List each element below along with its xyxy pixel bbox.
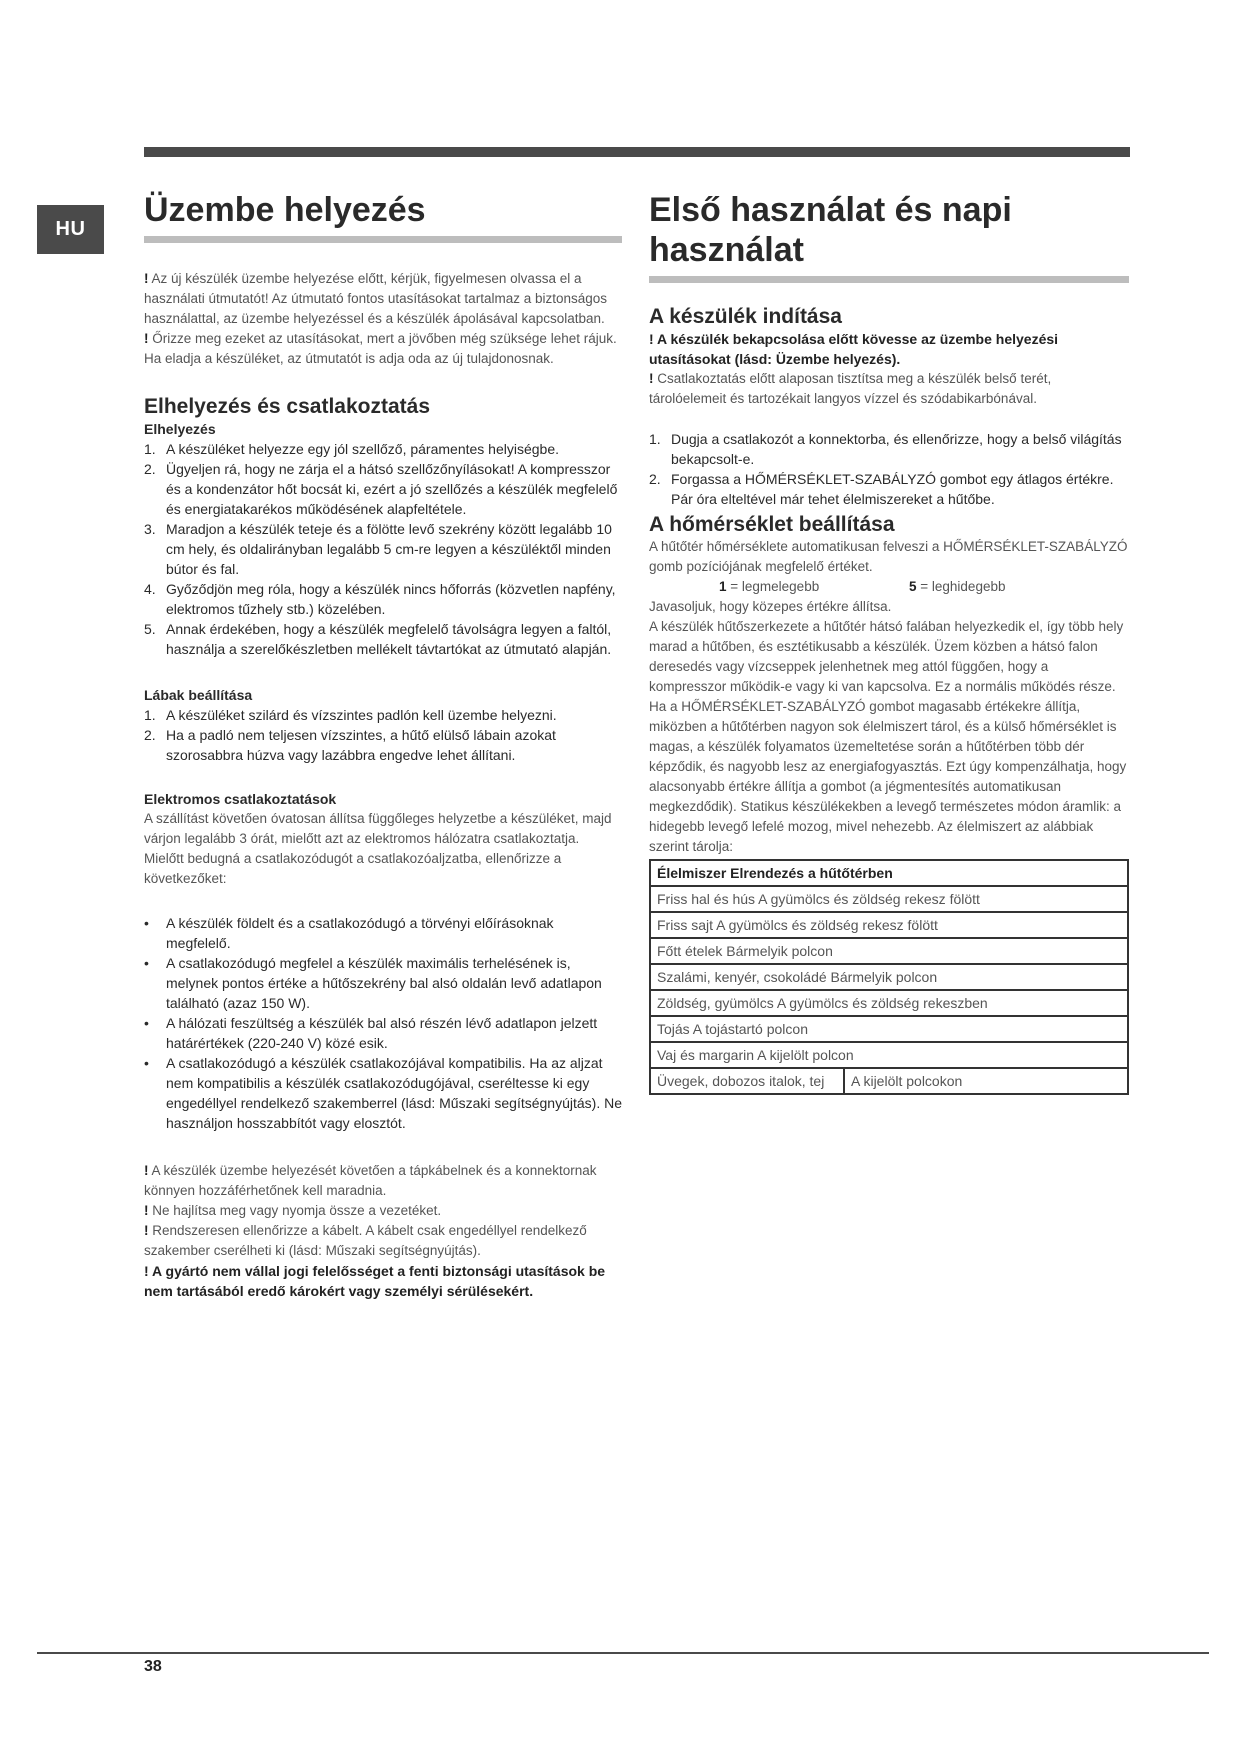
intro-paragraph: ! Őrizze meg ezeket az utasításokat, mert a jövőben még szüksége lehet rájuk. [144, 331, 617, 346]
list-item: • A csatlakozódugó a készülék csatlakozójával kompatibilis. Ha az aljzat nem kompatibilis a készülék csatlakozódugójával, cseréltesse ki egy engedéllyel rendelkező szakemberrel (lásd: Műszaki segítségnyújtás). Ne használjon hosszabbítót vagy elosztót. [144, 1055, 622, 1131]
page-title-installation: Üzembe helyezés [144, 191, 426, 229]
list-item: 1. Dugja a csatlakozót a konnektorba, és ellenőrizze, hogy a belső világítás bekapcsolt-e. [649, 431, 1122, 467]
page-number: 38 [144, 1658, 162, 1675]
scale-coldest: 5 = leghidegebb [909, 579, 1006, 594]
electrical-checklist [144, 913, 622, 1133]
subsection-title: Elhelyezés [144, 421, 216, 437]
list-item: • A hálózati feszültség a készülék bal alsó részén lévő adatlapon jelzett határértékek (220-240 V) közé esik. [144, 1015, 598, 1051]
page-title-first-use: Első használat és napi használat [649, 191, 1012, 269]
list-item: 2. Forgassa a HŐMÉRSÉKLET-SZABÁLYZÓ gombot egy átlagos értékre. Pár óra elteltével már tehet élelmiszereket a hűtőbe. [649, 471, 1114, 507]
language-tab: HU [37, 205, 104, 254]
section-start [649, 305, 1129, 509]
title-underline [649, 276, 1129, 283]
intro-block [144, 269, 622, 369]
warnings-block [144, 1161, 622, 1301]
table-row: Szalámi, kenyér, csokoládé Bármelyik polcon [650, 964, 1128, 990]
placement-list [144, 439, 622, 659]
temp-paragraph: Javasoljuk, hogy közepes értékre állítsa. [649, 599, 892, 614]
section-title: A készülék indítása [649, 305, 842, 328]
list-item: • A csatlakozódugó megfelel a készülék maximális terhelésének is, melynek pontos értéke a hűtőszekrény bal alsó oldalán levő adatlapon található (azaz 150 W). [144, 955, 602, 1011]
list-item: 2. Ügyeljen rá, hogy ne zárja el a hátsó szellőzőnyílásokat! A kompresszor és a kondenzátor hőt bocsát ki, ezért a jó szellőzés a készülék megfelelő és energiatakarékos működésének alapfeltétele. [144, 461, 618, 517]
table-row: Tojás A tojástartó polcon [650, 1016, 1128, 1042]
food-storage-table [649, 859, 1129, 1095]
warning-paragraph: ! Rendszeresen ellenőrizze a kábelt. A kábelt csak engedéllyel rendelkező szakember cserélheti ki (lásd: Műszaki segítségnyújtás). [144, 1223, 587, 1258]
section-title: Elhelyezés és csatlakoztatás [144, 395, 431, 418]
table-row: Vaj és margarin A kijelölt polcon [650, 1042, 1128, 1068]
section-temperature [649, 513, 1129, 857]
table-header-row [650, 860, 1128, 886]
temp-paragraph: A hűtőtér hőmérséklete automatikusan felveszi a HŐMÉRSÉKLET-SZABÁLYZÓ gomb pozíciójának megfelelő értéket. [649, 539, 1128, 574]
left-column [144, 190, 622, 1301]
scale-warmest: 1 = legmelegebb [719, 579, 820, 594]
list-item: • A készülék földelt és a csatlakozódugó a törvényi előírásoknak megfelelő. [144, 915, 554, 951]
liability-warning: ! A gyártó nem vállal jogi felelősséget a fenti biztonsági utasítások be nem tartásából eredő károkért vagy személyi sérülésekért. [144, 1263, 606, 1299]
subsection-title: Lábak beállítása [144, 687, 253, 703]
feet-list [144, 705, 622, 765]
warning-mark: ! [649, 371, 654, 386]
top-header-bar [144, 147, 1130, 157]
list-item: 2. Ha a padló nem teljesen vízszintes, a hűtő elülső lábain azokat szorosabbra húzva vagy lazábbra engedve lehet állítani. [144, 727, 556, 763]
section-placement [144, 395, 622, 659]
warning-mark: ! [144, 271, 149, 286]
section-feet [144, 685, 622, 765]
list-item: 5. Annak érdekében, hogy a készülék megfelelő távolságra legyen a faltól, használja a szerelőkészletben mellékelt távtartókat az útmutató alapján. [144, 621, 612, 657]
footer-rule [37, 1652, 1209, 1654]
warning-mark: ! [144, 1223, 149, 1238]
warning-mark: ! [144, 1203, 149, 1218]
warning-mark: ! [144, 331, 149, 346]
list-item: 4. Győződjön meg róla, hogy a készülék nincs hőforrás (közvetlen napfény, elektromos tűzhely stb.) közelében. [144, 581, 616, 617]
subsection-title: Elektromos csatlakoztatások [144, 791, 337, 807]
temp-paragraph: Ha a HŐMÉRSÉKLET-SZABÁLYZÓ gombot magasabb értékekre állítja, miközben a hűtőtérben nagyon sok élelmiszert tárol, és a külső hőmérséklet is magas, a készülék folyamatos üzemeltetése során a hűtőtérben több dér képződik, és nagyobb lesz az energiafogyasztás. Ezt úgy kompenzálhatja, hogy alacsonyabb értékre állítja a gombot (a jégmentesítés automatikusan megkezdődik). Statikus készülékekben a levegő természetes módon áramlik: a hidegebb levegő lefelé mozog, mivel nehezebb. Az élelmiszert az alábbiak szerint tárolja: [649, 699, 1127, 854]
table-row: Friss sajt A gyümölcs és zöldség rekesz fölött [650, 912, 1128, 938]
start-bold-note: ! A készülék bekapcsolása előtt kövesse az üzembe helyezési utasításokat (lásd: Üzembe helyezés). [649, 331, 1059, 367]
section-title: A hőmérséklet beállítása [649, 513, 895, 536]
table-row: Üvegek, dobozos italok, tej A kijelölt polcokon [650, 1068, 1128, 1094]
start-list [649, 429, 1129, 509]
table-row: Zöldség, gyümölcs A gyümölcs és zöldség rekeszben [650, 990, 1128, 1016]
list-item: 1. A készüléket helyezze egy jól szellőző, páramentes helyiségbe. [144, 441, 559, 457]
warning-paragraph: ! A készülék üzembe helyezését követően a tápkábelnek és a konnektornak könnyen hozzáférhetőnek kell maradnia. [144, 1163, 597, 1198]
list-item: 1. A készüléket szilárd és vízszintes padlón kell üzembe helyezni. [144, 707, 557, 723]
intro-paragraph: Ha eladja a készüléket, az útmutatót is adja oda az új tulajdonosnak. [144, 351, 554, 366]
warning-mark: ! [144, 1163, 149, 1178]
right-column [649, 190, 1129, 1095]
temperature-scale [649, 577, 1129, 597]
list-item: 3. Maradjon a készülék teteje és a fölötte levő szekrény között legalább 10 cm hely, és oldalirányban legalább 5 cm-re legyen a készüléktől minden bútor és fal. [144, 521, 612, 577]
start-note: ! Csatlakoztatás előtt alaposan tisztítsa meg a készülék belső terét, tárolóelemeit és tartozékait langyos vízzel és szódabikarbónával. [649, 371, 1052, 406]
table-header-cell: Élelmiszer Elrendezés a hűtőtérben [650, 860, 1128, 886]
intro-paragraph: ! Az új készülék üzembe helyezése előtt, kérjük, figyelmesen olvassa el a használati útmutatót! Az útmutató fontos utasításokat tartalmaz a biztonságos használattal, az üzembe helyezéssel és a készülék ápolásával kapcsolatban. [144, 271, 608, 326]
electrical-paragraph: A szállítást követően óvatosan állítsa függőleges helyzetbe a készüléket, majd várjon legalább 3 órát, mielőtt azt az elektromos hálózatra csatlakoztatja. Mielőtt bedugná a csatlakozódugót a csatlakozóaljzatba, ellenőrizze a következőket: [144, 811, 612, 886]
warning-paragraph: ! Ne hajlítsa meg vagy nyomja össze a vezetéket. [144, 1203, 442, 1218]
table-row: Főtt ételek Bármelyik polcon [650, 938, 1128, 964]
table-row: Friss hal és hús A gyümölcs és zöldség rekesz fölött [650, 886, 1128, 912]
section-electrical [144, 789, 622, 1133]
title-underline [144, 236, 622, 243]
temp-paragraph: A készülék hűtőszerkezete a hűtőtér hátsó falában helyezkedik el, így több hely marad a hűtőben, és esztétikusabb a készülék. Üzem közben a hátsó falon deresedés vagy vízcseppek jelenhetnek meg attól függően, hogy a kompresszor működik-e vagy ki van kapcsolva. Ez a normális működés része. [649, 619, 1124, 694]
